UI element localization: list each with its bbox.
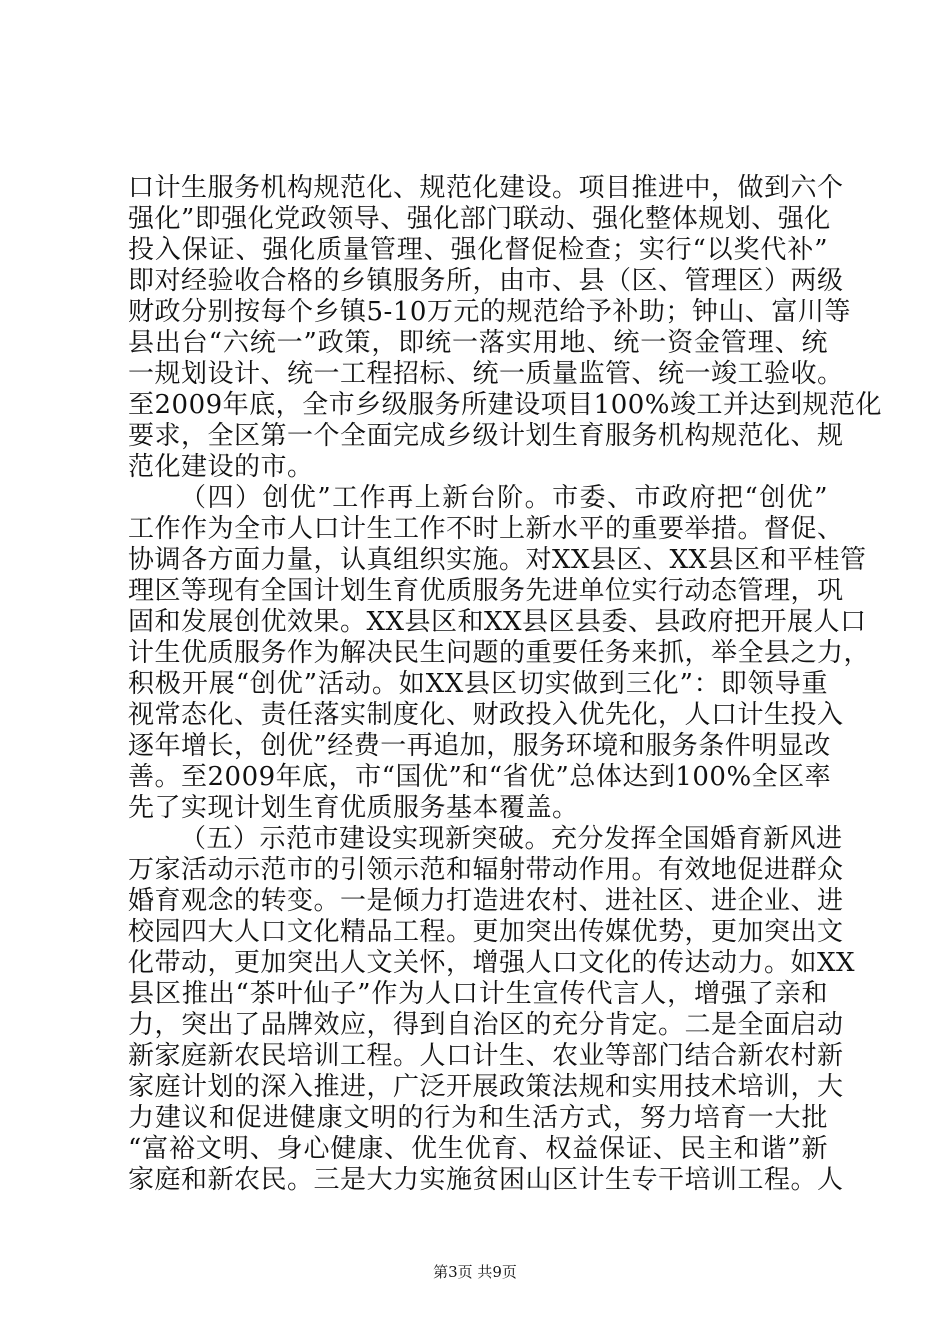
text-line: 校园四大人口文化精品工程。更加突出传媒优势，更加突出文 <box>128 917 844 947</box>
text-line: 范化建设的市。 <box>128 452 314 482</box>
text-line: 积极开展“创优”活动。如XX县区切实做到三化”：即领导重 <box>128 669 828 699</box>
text-line: 财政分别按每个乡镇5-10万元的规范给予补助；钟山、富川等 <box>128 297 851 327</box>
text-line: 力，突出了品牌效应，得到自治区的充分肯定。二是全面启动 <box>128 1010 844 1040</box>
text-line: 婚育观念的转变。一是倾力打造进农村、进社区、进企业、进 <box>128 886 844 916</box>
text-line: 善。至2009年底，市“国优”和“省优”总体达到100%全区率 <box>128 762 832 792</box>
text-line: 协调各方面力量，认真组织实施。对XX县区、XX县区和平桂管 <box>128 545 867 575</box>
text-line: 万家活动示范市的引领示范和辐射带动作用。有效地促进群众 <box>128 855 844 885</box>
text-line: 化带动，更加突出人文关怀，增强人口文化的传达动力。如XX <box>128 948 856 978</box>
text-line: 口计生服务机构规范化、规范化建设。项目推进中，做到六个 <box>128 173 844 203</box>
text-line: 理区等现有全国计划生育优质服务先进单位实行动态管理，巩 <box>128 576 844 606</box>
text-line: 县区推出“茶叶仙子”作为人口计生宣传代言人，增强了亲和 <box>128 979 828 1009</box>
text-line: （四）创优”工作再上新台阶。市委、市政府把“创优” <box>180 483 828 513</box>
text-line: 强化”即强化党政领导、强化部门联动、强化整体规划、强化 <box>128 204 831 234</box>
text-line: 固和发展创优效果。XX县区和XX县区县委、县政府把开展人口 <box>128 607 867 637</box>
text-line: 先了实现计划生育优质服务基本覆盖。 <box>128 793 579 823</box>
body-text <box>128 173 882 1196</box>
text-line: 家庭计划的深入推进，广泛开展政策法规和实用技术培训，大 <box>128 1072 844 1102</box>
text-line: 要求，全区第一个全面完成乡级计划生育服务机构规范化、规 <box>128 421 844 451</box>
page-footer: 第3页 共9页 <box>433 1263 517 1281</box>
text-line: 投入保证、强化质量管理、强化督促检查；实行“以奖代补” <box>128 235 828 265</box>
text-line: 视常态化、责任落实制度化、财政投入优先化，人口计生投入 <box>128 700 844 730</box>
text-line: 新家庭新农民培训工程。人口计生、农业等部门结合新农村新 <box>128 1041 844 1071</box>
text-line: 工作作为全市人口计生工作不时上新水平的重要举措。督促、 <box>128 514 844 544</box>
text-line: 即对经验收合格的乡镇服务所，由市、县（区、管理区）两级 <box>128 266 844 296</box>
text-line: 计生优质服务作为解决民生问题的重要任务来抓，举全县之力， <box>128 638 871 668</box>
text-line: 家庭和新农民。三是大力实施贫困山区计生专干培训工程。人 <box>128 1165 844 1195</box>
text-line: 一规划设计、统一工程招标、统一质量监管、统一竣工验收。 <box>128 359 844 389</box>
text-line: 至2009年底，全市乡级服务所建设项目100%竣工并达到规范化 <box>128 390 882 420</box>
text-line: 力建议和促进健康文明的行为和生活方式，努力培育一大批 <box>128 1103 828 1133</box>
text-line: 县出台“六统一”政策，即统一落实用地、统一资金管理、统 <box>128 328 828 358</box>
text-line: （五）示范市建设实现新突破。充分发挥全国婚育新风进 <box>180 824 843 854</box>
text-line: 逐年增长，创优”经费一再追加，服务环境和服务条件明显改 <box>128 731 831 761</box>
text-line: “富裕文明、身心健康、优生优育、权益保证、民主和谐”新 <box>128 1134 828 1164</box>
